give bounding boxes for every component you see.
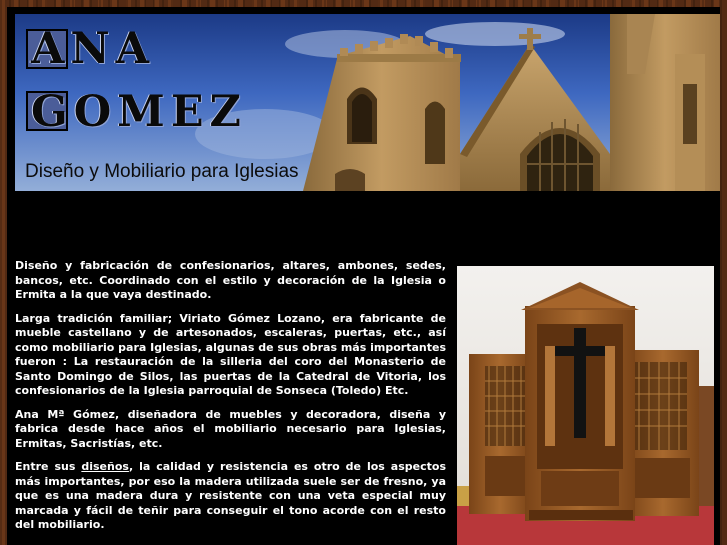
designs-text-before: Entre sus <box>15 460 82 473</box>
designs-text-after: , la calidad y resistencia es otro de los aspectos más importantes, por eso la madera utilizada suele ser de fresno, ya que es una madera dura y resistente con una veta especial muy marcada y fácil de teñir para conseguir el tono acorde con el resto del mobiliario. <box>15 460 446 531</box>
designs-link[interactable]: diseños <box>81 460 129 473</box>
logo-line-1: ANA <box>31 24 156 74</box>
paragraph-intro: Diseño y fabricación de confesionarios, altares, ambones, sedes, bancos, etc. Coordinado con el estilo y decoración de la Iglesia o Ermita a la que vaya destinado. <box>15 259 446 301</box>
paragraph-designer: Ana Mª Gómez, diseñadora de muebles y decoradora, diseña y fabrica desde hace años el mobiliario necesario para Iglesias, Ermitas, Sacristías, etc. <box>15 407 446 450</box>
paragraph-designs <box>15 460 446 533</box>
confessional-image <box>457 266 714 545</box>
paragraph-tradition: Larga tradición familiar; Viriato Gómez Lozano, era fabricante de mueble castellano y de artesonados, escaleras, puertas, etc., así como mobiliario para Iglesias, algunas de sus obras más importantes fueron : La restauración de la silleria del coro del Monasterio de Santo Domingo de Silos, las puertas de la Catedral de Vitoria, los confesionarios de la Iglesia parroquial de Sonseca (Toledo) Etc. <box>15 311 446 397</box>
site-subtitle: Diseño y Mobiliario para Iglesias <box>25 161 299 182</box>
logo-line-2: GOMEZ <box>31 87 247 137</box>
header-banner <box>15 14 720 191</box>
confessional-photo <box>457 266 714 545</box>
main-content <box>15 259 446 542</box>
